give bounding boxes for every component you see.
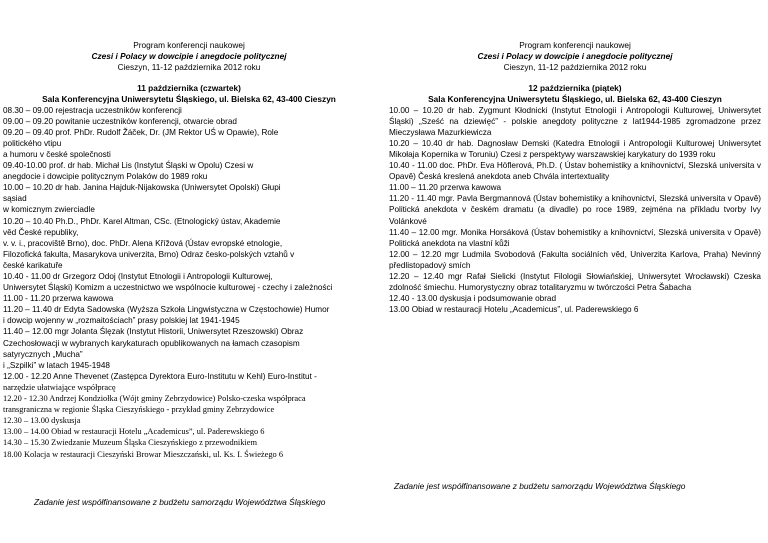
venue-line: Sala Konferencyjna Uniwersytetu Śląskiego, ul. Bielska 62, 43-400 Cieszyn	[428, 93, 722, 104]
schedule-line: 10.20 – 10.40 Ph.D., PhDr. Karel Altman, CSc. (Etnologický ústav, Akademie	[3, 216, 281, 226]
page-header	[389, 40, 761, 74]
schedule-line: 10.40 - 11.00 doc. PhDr. Eva Höflerová, Ph.D. ( Ústav bohemistiky a knihovnictví, Slezská universita v Opavě) Česká kreslená anekdota aneb Chvála intertextuality	[389, 161, 761, 182]
schedule-line: 13.00 Obiad w restauracji Hotelu „Academicus”, ul. Paderewskiego 6	[389, 305, 639, 315]
schedule-line: v. v. i., pracoviště Brno), doc. PhDr. Alena Křížová (Ústav evropské etnologie,	[3, 238, 283, 248]
schedule-line: 13.00 – 14.00 Obiad w restauracji Hotelu „Academicus”, ul. Paderewskiego 6	[3, 427, 265, 437]
schedule-line: Czechosłowacji w wybranych karykaturach opublikowanych na łamach czasopism	[3, 338, 300, 348]
schedule-line: Filozofická fakulta, Masarykova univerzita, Brno) Odraz česko-polských vztahů v	[3, 249, 295, 259]
day-heading: 11 października (czwartek)	[137, 82, 241, 93]
schedule-line: 14.30 – 15.30 Zwiedzanie Muzeum Śląska Cieszyńskiego z przewodnikiem	[3, 438, 257, 448]
schedule-line: 09.20 – 09.40 prof. PhDr. Rudolf Žáček, Dr. (JM Rektor UŚ w Opawie), Role	[3, 127, 279, 137]
program-page-day2	[389, 40, 761, 510]
schedule-line: satyrycznych „Mucha”	[3, 349, 83, 359]
header-line-program: Program konferencji naukowej	[133, 40, 245, 50]
schedule-line: 11.00 - 11.20 przerwa kawowa	[3, 294, 114, 304]
day-heading: 12 października (piątek)	[528, 82, 622, 93]
conference-title: Czesi i Polacy w dowcipie i anegdocie politycznej	[91, 51, 287, 62]
program-page-day1	[3, 40, 375, 510]
schedule-line: Uniwersytet Śląski) Komizm a uczestnictwo we wspólnocie kulturowej - czechy i zależności	[3, 283, 333, 293]
schedule-line: věd České republiky,	[3, 227, 79, 237]
schedule-line: a humoru v české společnosti	[3, 149, 111, 159]
schedule-line: 10.00 – 10.20 dr hab. Zygmunt Kłodnicki (Instytut Etnologii i Antropologii Kulturowej, Uniwersytet Śląski) „Sześć na dziewięć” - polskie anegdoty polityczne z lat1944-1985 zgromadzone przez Mieczysława Mazurkiewicza	[389, 105, 761, 137]
funding-note: Zadanie jest współfinansowane z budżetu samorządu Województwa Śląskiego	[394, 481, 686, 491]
schedule-line: 12.30 – 13.00 dyskusja	[3, 416, 81, 426]
schedule-line: transgraniczna w regionie Śląska Cieszyńskiego - przykład gminy Zebrzydowice	[3, 405, 275, 415]
schedule-line: české karikatuře	[3, 260, 63, 270]
page-header	[3, 40, 375, 74]
venue-line: Sala Konferencyjna Uniwersytetu Śląskiego, ul. Bielska 62, 43-400 Cieszyn	[42, 93, 336, 104]
schedule-line: i „Szpilki” w latach 1945-1948	[3, 360, 110, 370]
schedule-list	[3, 105, 375, 460]
schedule-line: 09.40-10.00 prof. dr hab. Michał Lis (Instytut Śląski w Opolu) Czesi w	[3, 161, 254, 171]
schedule-line: politického vtipu	[3, 138, 62, 148]
schedule-line: 08.30 – 09.00 rejestracja uczestników konferencji	[3, 105, 182, 115]
schedule-line: 09.00 – 09.20 powitanie uczestników konferencji, otwarcie obrad	[3, 116, 237, 126]
schedule-line: 12.00 - 12.20 Anne Thevenet (Zastępca Dyrektora Euro-Institutu w Kehl) Euro-Institut -	[3, 371, 317, 381]
schedule-line: w komicznym zwierciadle	[3, 205, 95, 215]
schedule-line: i dowcip wojenny w „rozmaitościach” prasy polskiej lat 1941-1945	[3, 316, 240, 326]
schedule-line: 11.20 - 11.40 mgr. Pavla Bergmannová (Ústav bohemistiky a knihovnictví, Slezská universita v Opavě) Politická anekdota v českém dramatu (a divadle) po roce 1989, zejména na příkladu tvorby Ivy Volánkové	[389, 194, 761, 226]
schedule-line: 10.00 – 10.20 dr hab. Janina Hajduk-Nijakowska (Uniwersytet Opolski) Głupi	[3, 183, 281, 193]
schedule-list	[389, 105, 761, 316]
schedule-line: 11.40 – 12.00 mgr. Monika Horsáková (Ústav bohemistiky a knihovnictví, Slezská universita v Opavě) Politická anekdota na vlastní kůži	[389, 227, 761, 248]
conference-dates: Cieszyn, 11-12 października 2012 roku	[117, 62, 261, 73]
schedule-line: narzędzie ułatwiające współpracę	[3, 382, 116, 392]
header-line-program: Program konferencji naukowej	[519, 40, 631, 50]
schedule-line: 12.40 - 13.00 dyskusja i podsumowanie obrad	[389, 294, 557, 304]
schedule-line: anegdocie i dowcipie politycznym Polaków do 1989 roku	[3, 172, 208, 182]
schedule-line: 11.20 – 11.40 dr Edyta Sadowska (Wyższa Szkoła Lingwistyczna w Częstochowie) Humor	[3, 305, 330, 315]
schedule-line: 12.20 - 12.30 Andrzej Kondziołka (Wójt gminy Zebrzydowice) Polsko-czeska współpraca	[3, 394, 306, 404]
schedule-line: 12.00 – 12.20 mgr Ludmila Svobodová (Fakulta sociálních věd, Univerzita Karlova, Praha) Nevinný předlistopadový smích	[389, 249, 761, 270]
schedule-line: 12.20 – 12.40 mgr Rafał Sielicki (Instytut Filologii Słowiańskiej, Uniwersytet Wrocławski) Czeska zdolność śmiechu. Humorystyczny obraz totalitaryzmu w twórczości Petra Šabacha	[389, 272, 761, 293]
schedule-line: 18.00 Kolacja w restauracji Cieszyński Browar Mieszczański, ul. Ks. I. Świeżego 6	[3, 449, 284, 459]
conference-dates: Cieszyn, 11-12 października 2012 roku	[503, 62, 647, 73]
funding-note: Zadanie jest współfinansowane z budżetu samorządu Województwa Śląskiego	[34, 497, 326, 507]
conference-title: Czesi i Polacy w dowcipie i anegdocie politycznej	[477, 51, 673, 62]
schedule-line: 11.00 – 11.20 przerwa kawowa	[389, 183, 502, 193]
schedule-line: 10.20 – 10.40 dr hab. Dagnosław Demski (Katedra Etnologii i Antropologii Kulturowej Uniwersytet Mikołaja Kopernika w Toruniu) Czesi z perspektywy warszawskiej karykatury do 1939 roku	[389, 138, 761, 159]
schedule-line: 11.40 – 12.00 mgr Jolanta Ślęzak (Instytut Historii, Uniwersytet Rzeszowski) Obraz	[3, 327, 304, 337]
schedule-line: sąsiad	[3, 194, 27, 204]
schedule-line: 10.40 - 11.00 dr Grzegorz Odoj (Instytut Etnologii i Antropologii Kulturowej,	[3, 272, 273, 282]
